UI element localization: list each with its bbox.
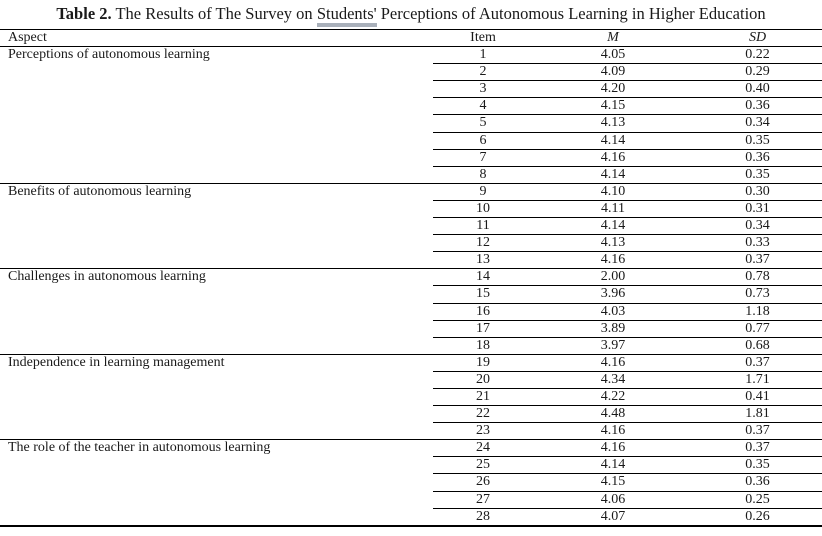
- item-cell: 26: [433, 474, 533, 491]
- caption-text-post: Perceptions of Autonomous Learning in Higher Education: [376, 4, 766, 23]
- mean-cell: 4.16: [533, 149, 693, 166]
- sd-cell: 0.35: [693, 166, 822, 183]
- sd-cell: 0.26: [693, 508, 822, 526]
- item-cell: 4: [433, 98, 533, 115]
- table-number-label: Table 2.: [56, 4, 112, 23]
- item-cell: 2: [433, 64, 533, 81]
- item-cell: 10: [433, 200, 533, 217]
- item-cell: 25: [433, 457, 533, 474]
- mean-cell: 4.11: [533, 200, 693, 217]
- sd-cell: 0.68: [693, 337, 822, 354]
- item-cell: 13: [433, 252, 533, 269]
- item-cell: 28: [433, 508, 533, 526]
- mean-cell: 4.14: [533, 218, 693, 235]
- sd-cell: 1.81: [693, 406, 822, 423]
- mean-cell: 4.15: [533, 98, 693, 115]
- table-body: [0, 47, 822, 526]
- sd-cell: 0.34: [693, 218, 822, 235]
- sd-cell: 0.37: [693, 252, 822, 269]
- table-row: [0, 47, 822, 64]
- aspect-cell: Independence in learning management: [0, 354, 433, 439]
- item-cell: 14: [433, 269, 533, 286]
- mean-cell: 4.14: [533, 166, 693, 183]
- sd-cell: 0.77: [693, 320, 822, 337]
- sd-cell: 0.37: [693, 440, 822, 457]
- sd-cell: 0.31: [693, 200, 822, 217]
- item-cell: 17: [433, 320, 533, 337]
- item-cell: 9: [433, 183, 533, 200]
- mean-cell: 4.16: [533, 252, 693, 269]
- sd-cell: 0.73: [693, 286, 822, 303]
- item-cell: 15: [433, 286, 533, 303]
- mean-cell: 4.22: [533, 388, 693, 405]
- sd-cell: 0.37: [693, 423, 822, 440]
- mean-cell: 4.16: [533, 354, 693, 371]
- item-cell: 20: [433, 371, 533, 388]
- table-caption: [0, 0, 822, 25]
- sd-cell: 0.36: [693, 149, 822, 166]
- sd-cell: 0.36: [693, 98, 822, 115]
- item-cell: 5: [433, 115, 533, 132]
- mean-cell: 4.14: [533, 457, 693, 474]
- mean-cell: 4.07: [533, 508, 693, 526]
- sd-cell: 0.30: [693, 183, 822, 200]
- col-header-sd: SD: [693, 30, 822, 47]
- item-cell: 3: [433, 81, 533, 98]
- mean-cell: 4.16: [533, 440, 693, 457]
- mean-cell: 3.89: [533, 320, 693, 337]
- mean-cell: 4.14: [533, 132, 693, 149]
- item-cell: 23: [433, 423, 533, 440]
- sd-cell: 0.41: [693, 388, 822, 405]
- sd-cell: 0.40: [693, 81, 822, 98]
- caption-text-pre: The Results of The Survey on: [111, 4, 317, 23]
- mean-cell: 4.06: [533, 491, 693, 508]
- sd-cell: 0.35: [693, 457, 822, 474]
- sd-cell: 0.35: [693, 132, 822, 149]
- mean-cell: 4.48: [533, 406, 693, 423]
- aspect-cell: Perceptions of autonomous learning: [0, 47, 433, 184]
- sd-cell: 0.34: [693, 115, 822, 132]
- sd-cell: 0.78: [693, 269, 822, 286]
- sd-cell: 0.37: [693, 354, 822, 371]
- aspect-cell: Benefits of autonomous learning: [0, 183, 433, 268]
- item-cell: 11: [433, 218, 533, 235]
- table-row: [0, 354, 822, 371]
- mean-cell: 3.96: [533, 286, 693, 303]
- item-cell: 7: [433, 149, 533, 166]
- mean-cell: 4.03: [533, 303, 693, 320]
- col-header-aspect: Aspect: [0, 30, 433, 47]
- results-table: [0, 29, 822, 527]
- mean-cell: 2.00: [533, 269, 693, 286]
- sd-cell: 1.18: [693, 303, 822, 320]
- item-cell: 12: [433, 235, 533, 252]
- item-cell: 18: [433, 337, 533, 354]
- mean-cell: 3.97: [533, 337, 693, 354]
- item-cell: 27: [433, 491, 533, 508]
- item-cell: 1: [433, 47, 533, 64]
- table-row: [0, 440, 822, 457]
- mean-cell: 4.13: [533, 235, 693, 252]
- mean-cell: 4.09: [533, 64, 693, 81]
- mean-cell: 4.13: [533, 115, 693, 132]
- mean-cell: 4.20: [533, 81, 693, 98]
- aspect-cell: Challenges in autonomous learning: [0, 269, 433, 354]
- mean-cell: 4.16: [533, 423, 693, 440]
- sd-cell: 0.22: [693, 47, 822, 64]
- sd-cell: 1.71: [693, 371, 822, 388]
- item-cell: 8: [433, 166, 533, 183]
- item-cell: 6: [433, 132, 533, 149]
- item-cell: 16: [433, 303, 533, 320]
- item-cell: 19: [433, 354, 533, 371]
- item-cell: 24: [433, 440, 533, 457]
- sd-cell: 0.29: [693, 64, 822, 81]
- mean-cell: 4.05: [533, 47, 693, 64]
- aspect-cell: The role of the teacher in autonomous learning: [0, 440, 433, 526]
- mean-cell: 4.34: [533, 371, 693, 388]
- sd-cell: 0.33: [693, 235, 822, 252]
- item-cell: 22: [433, 406, 533, 423]
- mean-cell: 4.10: [533, 183, 693, 200]
- sd-cell: 0.25: [693, 491, 822, 508]
- col-header-mean: M: [533, 30, 693, 47]
- table-row: [0, 183, 822, 200]
- col-header-item: Item: [433, 30, 533, 47]
- caption-proofing-underlined-word: Students': [317, 4, 377, 27]
- mean-cell: 4.15: [533, 474, 693, 491]
- table-row: [0, 269, 822, 286]
- item-cell: 21: [433, 388, 533, 405]
- header-row: [0, 30, 822, 47]
- sd-cell: 0.36: [693, 474, 822, 491]
